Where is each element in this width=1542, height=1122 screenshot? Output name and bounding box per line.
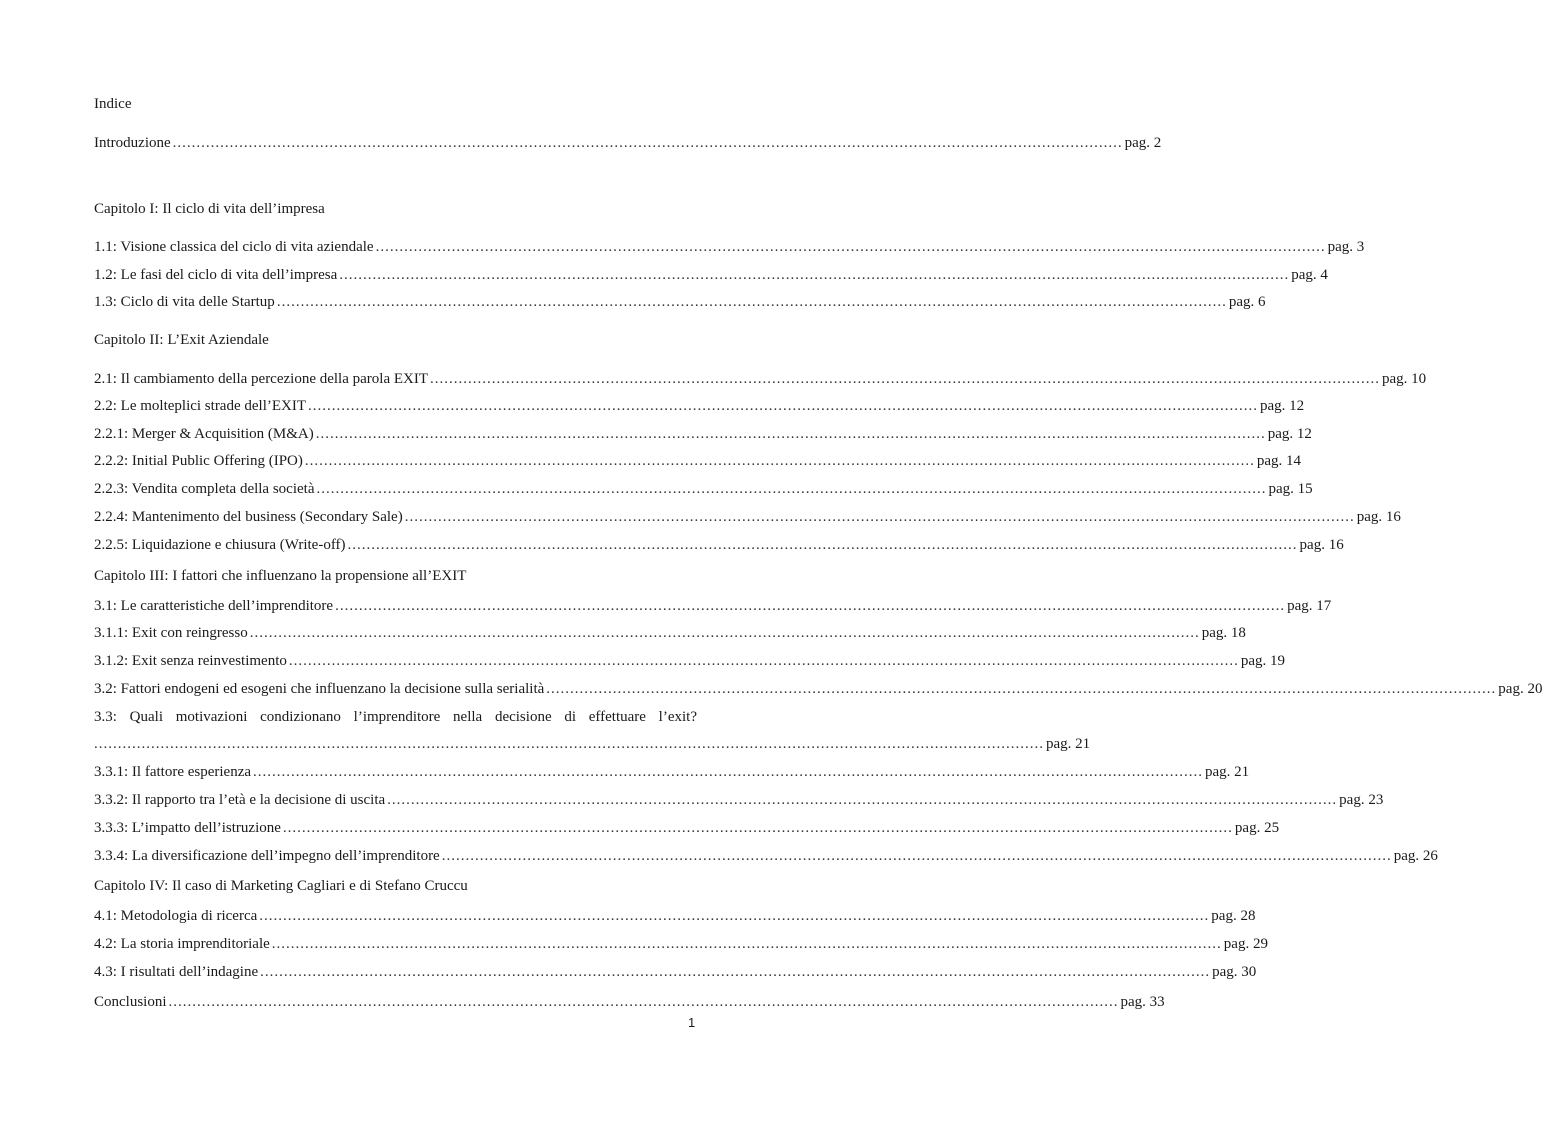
toc-entry-label: 4.2: La storia imprenditoriale (94, 936, 270, 952)
leader-dots: ........................................................................................................................................................................................................ (335, 598, 1286, 614)
toc-entry-label: 1.3: Ciclo di vita delle Startup (94, 294, 275, 310)
toc-entry (94, 535, 1344, 555)
toc-entry-page: pag. 15 (1268, 481, 1313, 497)
leader-dots: ........................................................................................................................................................................................................ (308, 398, 1259, 414)
toc-entry-page: pag. 33 (1120, 994, 1165, 1010)
chapter-heading-4: Capitolo IV: Il caso di Marketing Cagliari e di Stefano Cruccu (94, 878, 468, 894)
toc-entry-3-3-label: 3.3: Quali motivazioni condizionano l’imprenditore nella decisione di effettuare l’exit? (94, 709, 697, 725)
leader-dots: ........................................................................................................................................................................................................ (288, 653, 1239, 669)
toc-entry (94, 451, 1302, 471)
toc-entry (94, 507, 1401, 527)
toc-entry (94, 424, 1312, 444)
leader-dots: ........................................................................................................................................................................................................ (304, 453, 1255, 469)
toc-entry (94, 679, 1542, 699)
toc-entry-page: pag. 10 (1382, 371, 1427, 387)
toc-entry (94, 237, 1365, 257)
toc-entry (94, 651, 1286, 671)
toc-entry-page: pag. 21 (1046, 736, 1091, 752)
leader-dots: ........................................................................................................................................................................................................ (441, 848, 1392, 864)
toc-entry-page: pag. 2 (1124, 135, 1162, 151)
toc-entry-label: 2.2.5: Liquidazione e chiusura (Write-off) (94, 537, 346, 553)
leader-dots: ........................................................................................................................................................................................................ (260, 964, 1211, 980)
toc-entry-page: pag. 18 (1201, 625, 1246, 641)
toc-entry-page: pag. 12 (1260, 398, 1305, 414)
leader-dots: ........................................................................................................................................................................................................ (271, 936, 1222, 952)
toc-entry-label: Conclusioni (94, 994, 167, 1010)
toc-entry-label: 4.3: I risultati dell’indagine (94, 964, 259, 980)
toc-entry-label: Introduzione (94, 135, 171, 151)
chapter-heading-2: Capitolo II: L’Exit Aziendale (94, 332, 269, 348)
toc-entry (94, 265, 1328, 285)
toc-entry (94, 846, 1438, 866)
index-title: Indice (94, 96, 132, 112)
toc-entry-label: 2.1: Il cambiamento della percezione della parola EXIT (94, 371, 429, 387)
toc-entry-label: 1.1: Visione classica del ciclo di vita aziendale (94, 239, 374, 255)
toc-entry-page: pag. 21 (1205, 764, 1250, 780)
leader-dots: ........................................................................................................................................................................................................ (339, 267, 1290, 283)
toc-entry (94, 396, 1305, 416)
toc-entry-label: 3.3.3: L’impatto dell’istruzione (94, 820, 281, 836)
toc-entry-page: pag. 19 (1240, 653, 1286, 669)
toc-entry-label: 3.3.2: Il rapporto tra l’età e la decisione di uscita (94, 792, 386, 808)
leader-dots: ........................................................................................................................................................................................................ (430, 371, 1381, 387)
toc-entry-conclusioni (94, 992, 1165, 1012)
leader-dots: ........................................................................................................................................................................................................ (316, 481, 1267, 497)
toc-entry-page: pag. 17 (1287, 598, 1332, 614)
leader-dots: ........................................................................................................................................................................................................ (387, 792, 1338, 808)
toc-entry-page: pag. 16 (1356, 509, 1401, 525)
leader-dots: ........................................................................................................................................................................................................ (168, 994, 1119, 1010)
toc-entry (94, 479, 1313, 499)
toc-entry-label: 2.2.2: Initial Public Offering (IPO) (94, 453, 303, 469)
toc-entry-page: pag. 16 (1299, 537, 1344, 553)
toc-entry (94, 369, 1427, 389)
toc-entry (94, 790, 1384, 810)
toc-entry-page: pag. 25 (1234, 820, 1280, 836)
toc-entry-page: pag. 14 (1256, 453, 1302, 469)
toc-entry-label: 2.2.3: Vendita completa della società (94, 481, 315, 497)
leader-dots: ........................................................................................................................................................................................................ (249, 625, 1200, 641)
toc-entry-page: pag. 3 (1327, 239, 1365, 255)
toc-entry-page: pag. 28 (1211, 908, 1256, 924)
toc-entry-introduzione (94, 133, 1162, 153)
toc-entry-label: 2.2.4: Mantenimento del business (Secondary Sale) (94, 509, 403, 525)
toc-entry-page: pag. 29 (1223, 936, 1268, 952)
leader-dots: ........................................................................................................................................................................................................ (94, 736, 1044, 752)
toc-entry-page: pag. 23 (1339, 792, 1384, 808)
toc-entry-label: 2.2: Le molteplici strade dell’EXIT (94, 398, 307, 414)
toc-entry (94, 818, 1280, 838)
toc-entry-page: pag. 20 (1498, 681, 1542, 697)
toc-entry (94, 623, 1246, 643)
toc-entry-label: 3.1.1: Exit con reingresso (94, 625, 248, 641)
toc-entry-label: 3.1: Le caratteristiche dell’imprenditore (94, 598, 334, 614)
leader-dots: ........................................................................................................................................................................................................ (315, 426, 1266, 442)
toc-entry (94, 934, 1268, 954)
toc-entry (94, 906, 1256, 926)
toc-entry (94, 292, 1266, 312)
leader-dots: ........................................................................................................................................................................................................ (282, 820, 1233, 836)
leader-dots: ........................................................................................................................................................................................................ (375, 239, 1326, 255)
toc-entry-page: pag. 6 (1228, 294, 1266, 310)
toc-entry-page: pag. 12 (1267, 426, 1312, 442)
toc-entry (94, 762, 1250, 782)
leader-dots: ........................................................................................................................................................................................................ (253, 764, 1204, 780)
chapter-heading-1: Capitolo I: Il ciclo di vita dell’impresa (94, 201, 325, 217)
toc-entry (94, 962, 1257, 982)
leader-dots: ........................................................................................................................................................................................................ (172, 135, 1123, 151)
chapter-heading-3: Capitolo III: I fattori che influenzano la propensione all’EXIT (94, 568, 467, 584)
toc-entry-label: 1.2: Le fasi del ciclo di vita dell’impresa (94, 267, 338, 283)
leader-dots: ........................................................................................................................................................................................................ (276, 294, 1227, 310)
page-number: 1 (688, 1015, 696, 1030)
leader-dots: ........................................................................................................................................................................................................ (404, 509, 1355, 525)
toc-entry-label: 4.1: Metodologia di ricerca (94, 908, 258, 924)
toc-entry-page: pag. 30 (1212, 964, 1257, 980)
leader-dots: ........................................................................................................................................................................................................ (347, 537, 1298, 553)
toc-entry-label: 3.1.2: Exit senza reinvestimento (94, 653, 287, 669)
toc-entry (94, 596, 1332, 616)
toc-entry-page: pag. 26 (1393, 848, 1438, 864)
toc-entry-label: 3.3.1: Il fattore esperienza (94, 764, 252, 780)
toc-entry-3-3-continuation (94, 734, 1091, 754)
toc-entry-label: 2.2.1: Merger & Acquisition (M&A) (94, 426, 314, 442)
leader-dots: ........................................................................................................................................................................................................ (259, 908, 1210, 924)
toc-entry-label: 3.3.4: La diversificazione dell’impegno dell’imprenditore (94, 848, 440, 864)
toc-entry-page: pag. 4 (1291, 267, 1328, 283)
toc-entry-label: 3.2: Fattori endogeni ed esogeni che influenzano la decisione sulla serialità (94, 681, 545, 697)
leader-dots: ........................................................................................................................................................................................................ (546, 681, 1497, 697)
